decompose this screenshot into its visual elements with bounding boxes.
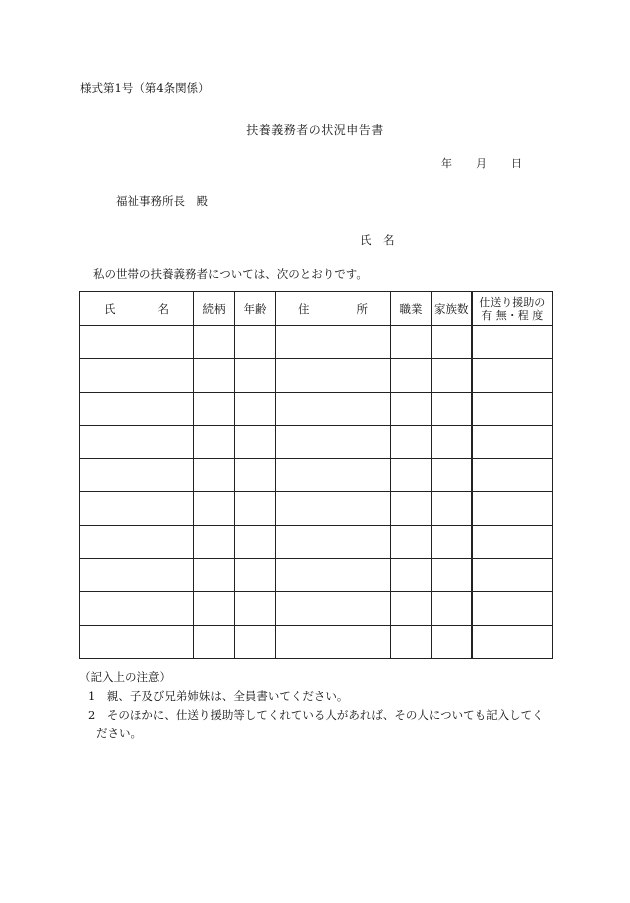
table-cell[interactable] bbox=[432, 525, 472, 558]
table-cell[interactable] bbox=[80, 559, 194, 592]
table-row bbox=[80, 625, 553, 658]
date-month-label: 月 bbox=[476, 157, 487, 170]
table-cell[interactable] bbox=[194, 559, 235, 592]
table-row bbox=[80, 525, 553, 558]
table-cell[interactable] bbox=[432, 559, 472, 592]
table-cell[interactable] bbox=[472, 326, 553, 359]
table-cell[interactable] bbox=[80, 459, 194, 492]
notes-heading: （記入上の注意） bbox=[79, 670, 171, 684]
header-name: 氏 名 bbox=[80, 292, 194, 326]
table-cell[interactable] bbox=[276, 459, 391, 492]
table-row bbox=[80, 359, 553, 392]
form-number: 様式第1号（第4条関係） bbox=[80, 81, 210, 95]
header-support: 仕送り援助の 有 無・程 度 bbox=[472, 292, 553, 326]
table-cell[interactable] bbox=[194, 525, 235, 558]
table-cell[interactable] bbox=[276, 625, 391, 658]
table-cell[interactable] bbox=[432, 392, 472, 425]
table-cell[interactable] bbox=[80, 492, 194, 525]
table-cell[interactable] bbox=[194, 392, 235, 425]
table-cell[interactable] bbox=[194, 459, 235, 492]
table-cell[interactable] bbox=[472, 625, 553, 658]
addressee: 福祉事務所長 殿 bbox=[116, 194, 208, 208]
table-cell[interactable] bbox=[472, 459, 553, 492]
header-occupation: 職業 bbox=[391, 292, 432, 326]
table-cell[interactable] bbox=[235, 592, 276, 625]
table-cell[interactable] bbox=[276, 592, 391, 625]
header-relationship: 続柄 bbox=[194, 292, 235, 326]
table-row bbox=[80, 559, 553, 592]
table-cell[interactable] bbox=[235, 359, 276, 392]
note-item-1: 1 親、子及び兄弟姉妹は、全員書いてください。 bbox=[88, 689, 349, 703]
table-cell[interactable] bbox=[432, 425, 472, 458]
table-cell[interactable] bbox=[391, 492, 432, 525]
table-cell[interactable] bbox=[235, 625, 276, 658]
table-cell[interactable] bbox=[391, 359, 432, 392]
table-cell[interactable] bbox=[80, 592, 194, 625]
table-header-row bbox=[80, 292, 553, 326]
table-cell[interactable] bbox=[472, 492, 553, 525]
table-cell[interactable] bbox=[276, 559, 391, 592]
table-cell[interactable] bbox=[194, 592, 235, 625]
table-row bbox=[80, 392, 553, 425]
table-cell[interactable] bbox=[432, 492, 472, 525]
table-cell[interactable] bbox=[80, 625, 194, 658]
table-cell[interactable] bbox=[432, 592, 472, 625]
date-year-label: 年 bbox=[441, 157, 452, 170]
header-age: 年齢 bbox=[235, 292, 276, 326]
table-cell[interactable] bbox=[391, 326, 432, 359]
table-cell[interactable] bbox=[235, 459, 276, 492]
table-row bbox=[80, 326, 553, 359]
table-cell[interactable] bbox=[391, 559, 432, 592]
table-cell[interactable] bbox=[235, 326, 276, 359]
table-cell[interactable] bbox=[276, 525, 391, 558]
table-cell[interactable] bbox=[472, 559, 553, 592]
table-cell[interactable] bbox=[194, 359, 235, 392]
table-cell[interactable] bbox=[432, 326, 472, 359]
intro-text: 私の世帯の扶養義務者については、次のとおりです。 bbox=[93, 267, 368, 281]
table-cell[interactable] bbox=[276, 425, 391, 458]
table-cell[interactable] bbox=[391, 425, 432, 458]
table-cell[interactable] bbox=[194, 625, 235, 658]
table-cell[interactable] bbox=[235, 492, 276, 525]
note-item-2: 2 そのほかに、仕送り援助等してくれている人があれば、その人についても記入してく bbox=[88, 708, 544, 722]
table-row bbox=[80, 592, 553, 625]
table-cell[interactable] bbox=[80, 359, 194, 392]
table-cell[interactable] bbox=[194, 425, 235, 458]
table-cell[interactable] bbox=[80, 525, 194, 558]
table-cell[interactable] bbox=[472, 525, 553, 558]
table-cell[interactable] bbox=[235, 559, 276, 592]
table-cell[interactable] bbox=[235, 525, 276, 558]
table-row bbox=[80, 492, 553, 525]
applicant-name-label: 氏 名 bbox=[360, 233, 395, 247]
table-cell[interactable] bbox=[432, 359, 472, 392]
table-cell[interactable] bbox=[432, 459, 472, 492]
table-cell[interactable] bbox=[472, 425, 553, 458]
table-cell[interactable] bbox=[276, 359, 391, 392]
table-cell[interactable] bbox=[391, 592, 432, 625]
table-cell[interactable] bbox=[391, 525, 432, 558]
table-row bbox=[80, 459, 553, 492]
date-day-label: 日 bbox=[511, 157, 522, 170]
document-title: 扶養義務者の状況申告書 bbox=[246, 123, 384, 137]
table-cell[interactable] bbox=[391, 625, 432, 658]
table-cell[interactable] bbox=[391, 392, 432, 425]
header-family-count: 家族数 bbox=[432, 292, 472, 326]
table-cell[interactable] bbox=[472, 392, 553, 425]
table-cell[interactable] bbox=[276, 326, 391, 359]
table-cell[interactable] bbox=[472, 592, 553, 625]
table-cell[interactable] bbox=[276, 492, 391, 525]
date-line bbox=[441, 155, 522, 171]
table-cell[interactable] bbox=[276, 392, 391, 425]
dependents-table bbox=[79, 291, 553, 659]
table-cell[interactable] bbox=[432, 625, 472, 658]
table-cell[interactable] bbox=[80, 392, 194, 425]
table-cell[interactable] bbox=[391, 459, 432, 492]
header-address: 住 所 bbox=[276, 292, 391, 326]
table-cell[interactable] bbox=[194, 326, 235, 359]
table-cell[interactable] bbox=[235, 392, 276, 425]
note-item-2-continued: ださい。 bbox=[96, 726, 142, 740]
table-row bbox=[80, 425, 553, 458]
table-cell[interactable] bbox=[472, 359, 553, 392]
table-cell[interactable] bbox=[80, 425, 194, 458]
table-cell[interactable] bbox=[235, 425, 276, 458]
table-cell[interactable] bbox=[80, 326, 194, 359]
table-cell[interactable] bbox=[194, 492, 235, 525]
